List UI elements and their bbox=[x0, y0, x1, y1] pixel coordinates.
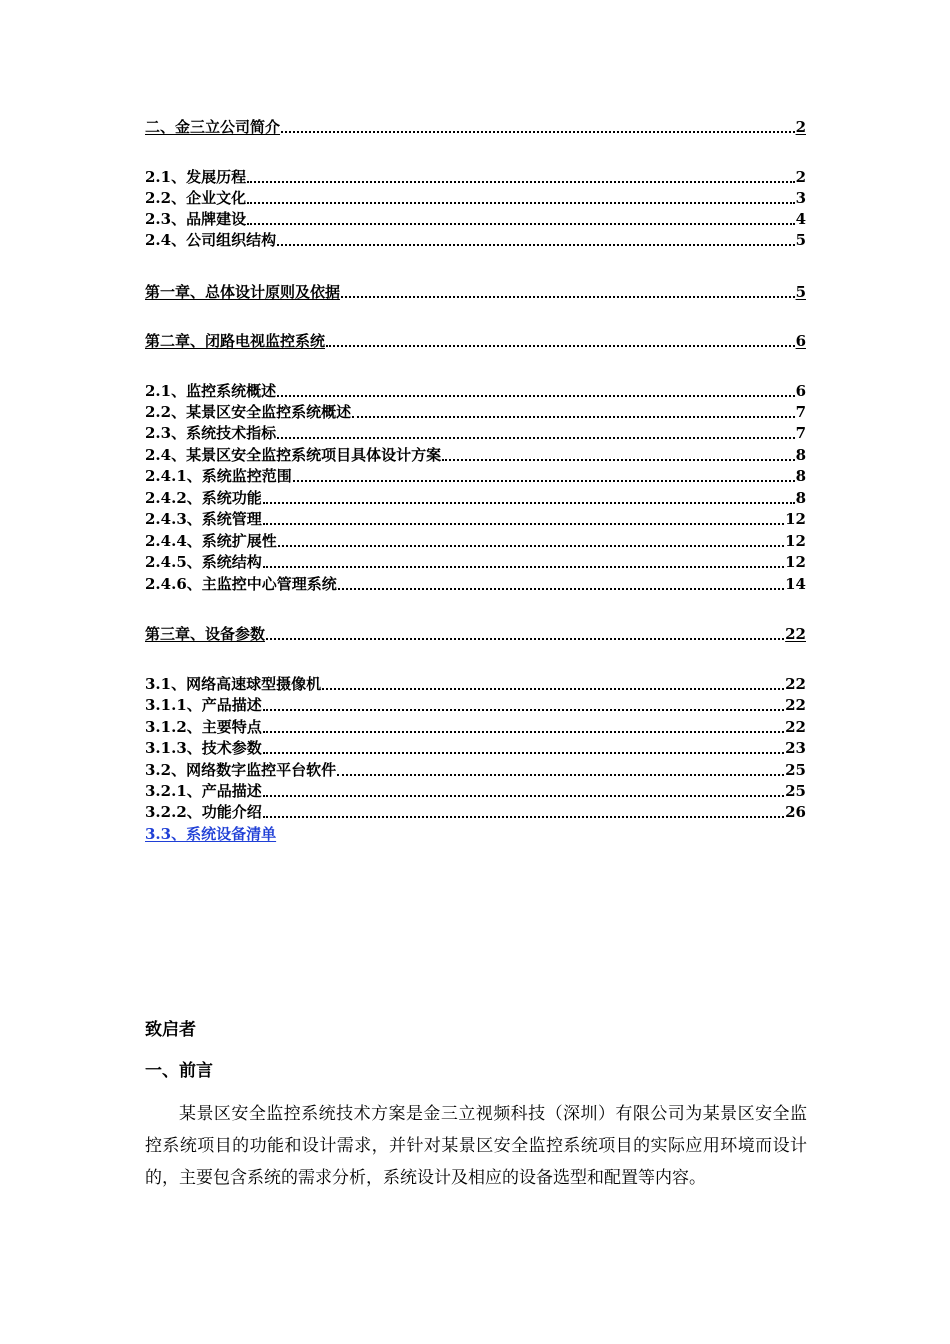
toc-entry-title: 二、金三立公司简介 bbox=[145, 118, 281, 136]
toc-entry[interactable] bbox=[145, 781, 806, 801]
toc-entry-page: 22 bbox=[785, 675, 806, 693]
toc-entry-title: 3.1.1、产品描述 bbox=[145, 696, 262, 714]
toc-link-equipment-list[interactable]: 3.3、系统设备清单 bbox=[145, 825, 277, 843]
toc-entry[interactable] bbox=[145, 760, 806, 780]
toc-entry-page: 12 bbox=[785, 510, 806, 528]
toc-dot-leader bbox=[265, 624, 785, 644]
toc-entry-title: 3.1.2、主要特点 bbox=[145, 718, 262, 736]
toc-entry-page: 2 bbox=[795, 118, 806, 136]
toc-dot-leader bbox=[246, 167, 795, 187]
toc-entry[interactable] bbox=[145, 574, 806, 594]
toc-dot-leader bbox=[246, 209, 795, 229]
toc-entry[interactable] bbox=[145, 695, 806, 715]
toc-entry[interactable] bbox=[145, 209, 806, 229]
toc-entry-title: 3.2.2、功能介绍 bbox=[145, 803, 262, 821]
toc-dot-leader bbox=[262, 509, 785, 529]
toc-entry-chapter-1[interactable] bbox=[145, 282, 806, 302]
toc-entry[interactable] bbox=[145, 188, 806, 208]
toc-entry[interactable] bbox=[145, 381, 806, 401]
toc-entry[interactable] bbox=[145, 488, 806, 508]
toc-entry[interactable] bbox=[145, 509, 806, 529]
toc-entry-title: 第三章、设备参数 bbox=[145, 625, 266, 643]
toc-entry-page: 14 bbox=[785, 575, 806, 593]
toc-entry-page: 12 bbox=[785, 553, 806, 571]
toc-entry-title: 2.4.6、主监控中心管理系统 bbox=[145, 575, 337, 593]
toc-entry-page: 25 bbox=[785, 782, 806, 800]
toc-entry[interactable] bbox=[145, 466, 806, 486]
toc-entry-title: 第一章、总体设计原则及依据 bbox=[145, 283, 341, 301]
section-heading-preface: 一、前言 bbox=[145, 1061, 213, 1081]
toc-entry-page: 12 bbox=[785, 532, 806, 550]
toc-entry[interactable] bbox=[145, 230, 806, 250]
toc-entry[interactable] bbox=[145, 717, 806, 737]
toc-entry[interactable] bbox=[145, 674, 806, 694]
toc-entry-page: 8 bbox=[795, 489, 806, 507]
toc-entry-title: 2.4.3、系统管理 bbox=[145, 510, 262, 528]
toc-dot-leader bbox=[276, 230, 795, 250]
toc-entry-title: 2.4.2、系统功能 bbox=[145, 489, 262, 507]
toc-dot-leader bbox=[262, 781, 785, 801]
toc-entry[interactable] bbox=[145, 738, 806, 758]
toc-entry-page: 7 bbox=[795, 403, 806, 421]
addressee-heading: 致启者 bbox=[145, 1020, 196, 1040]
toc-dot-leader bbox=[351, 402, 795, 422]
toc-entry-page: 22 bbox=[785, 718, 806, 736]
toc-entry-title: 3.2、网络数字监控平台软件 bbox=[145, 761, 337, 779]
toc-entry-title: 2.3、品牌建设 bbox=[145, 210, 247, 228]
toc-entry[interactable] bbox=[145, 531, 806, 551]
toc-entry-page: 4 bbox=[795, 210, 806, 228]
toc-entry-title: 2.4.4、系统扩展性 bbox=[145, 532, 277, 550]
toc-dot-leader bbox=[321, 674, 785, 694]
toc-entry[interactable] bbox=[145, 552, 806, 572]
toc-dot-leader bbox=[246, 188, 795, 208]
toc-dot-leader bbox=[337, 574, 785, 594]
toc-dot-leader bbox=[336, 760, 785, 780]
toc-entry-page: 6 bbox=[795, 332, 806, 350]
toc-entry-title: 2.4、某景区安全监控系统项目具体设计方案 bbox=[145, 446, 442, 464]
toc-dot-leader bbox=[340, 282, 796, 302]
toc-dot-leader bbox=[325, 331, 796, 351]
toc-entry-page: 5 bbox=[795, 283, 806, 301]
toc-dot-leader bbox=[280, 117, 796, 137]
toc-dot-leader bbox=[276, 423, 795, 443]
toc-entry-title: 2.2、某景区安全监控系统概述 bbox=[145, 403, 352, 421]
toc-entry[interactable] bbox=[145, 167, 806, 187]
toc-entry-title: 2.3、系统技术指标 bbox=[145, 424, 277, 442]
toc-entry-title: 3.1、网络高速球型摄像机 bbox=[145, 675, 322, 693]
toc-entry-page: 25 bbox=[785, 761, 806, 779]
toc-entry[interactable] bbox=[145, 802, 806, 822]
toc-entry-page: 2 bbox=[795, 168, 806, 186]
toc-entry-page: 5 bbox=[795, 231, 806, 249]
toc-entry[interactable] bbox=[145, 445, 806, 465]
toc-entry-chapter-2[interactable] bbox=[145, 331, 806, 351]
toc-dot-leader bbox=[262, 802, 785, 822]
toc-entry-page: 22 bbox=[785, 625, 806, 643]
toc-dot-leader bbox=[292, 466, 796, 486]
toc-entry-title: 2.1、监控系统概述 bbox=[145, 382, 277, 400]
toc-entry-page: 3 bbox=[795, 189, 806, 207]
toc-entry-page: 23 bbox=[785, 739, 806, 757]
toc-dot-leader bbox=[262, 717, 785, 737]
toc-entry-title: 3.2.1、产品描述 bbox=[145, 782, 262, 800]
toc-entry-page: 8 bbox=[795, 446, 806, 464]
toc-entry[interactable] bbox=[145, 402, 806, 422]
toc-entry-title: 2.1、发展历程 bbox=[145, 168, 247, 186]
toc-entry-page: 26 bbox=[785, 803, 806, 821]
toc-dot-leader bbox=[262, 488, 796, 508]
toc-entry-title: 2.4、公司组织结构 bbox=[145, 231, 277, 249]
toc-entry-page: 7 bbox=[795, 424, 806, 442]
toc-dot-leader bbox=[277, 531, 785, 551]
toc-entry-page: 6 bbox=[795, 382, 806, 400]
toc-dot-leader bbox=[276, 381, 795, 401]
toc-dot-leader bbox=[262, 695, 785, 715]
toc-entry-company-intro[interactable] bbox=[145, 117, 806, 137]
toc-entry-title: 2.4.1、系统监控范围 bbox=[145, 467, 292, 485]
toc-dot-leader bbox=[262, 738, 785, 758]
toc-entry-chapter-3[interactable] bbox=[145, 624, 806, 644]
toc-entry-page: 22 bbox=[785, 696, 806, 714]
toc-dot-leader bbox=[262, 552, 785, 572]
toc-entry-title: 2.2、企业文化 bbox=[145, 189, 247, 207]
toc-entry[interactable] bbox=[145, 423, 806, 443]
toc-dot-leader bbox=[441, 445, 795, 465]
toc-entry-title: 3.1.3、技术参数 bbox=[145, 739, 262, 757]
preface-paragraph: 某景区安全监控系统技术方案是金三立视频科技（深圳）有限公司为某景区安全监控系统项目的功能和设计需求，并针对某景区安全监控系统项目的实际应用环境而设计的，主要包含系统的需求分析，系统设计及相应的设备选型和配置等内容。 bbox=[145, 1104, 807, 1188]
toc-entry-title: 第二章、闭路电视监控系统 bbox=[145, 332, 326, 350]
toc-entry-title: 2.4.5、系统结构 bbox=[145, 553, 262, 571]
toc-entry-page: 8 bbox=[795, 467, 806, 485]
